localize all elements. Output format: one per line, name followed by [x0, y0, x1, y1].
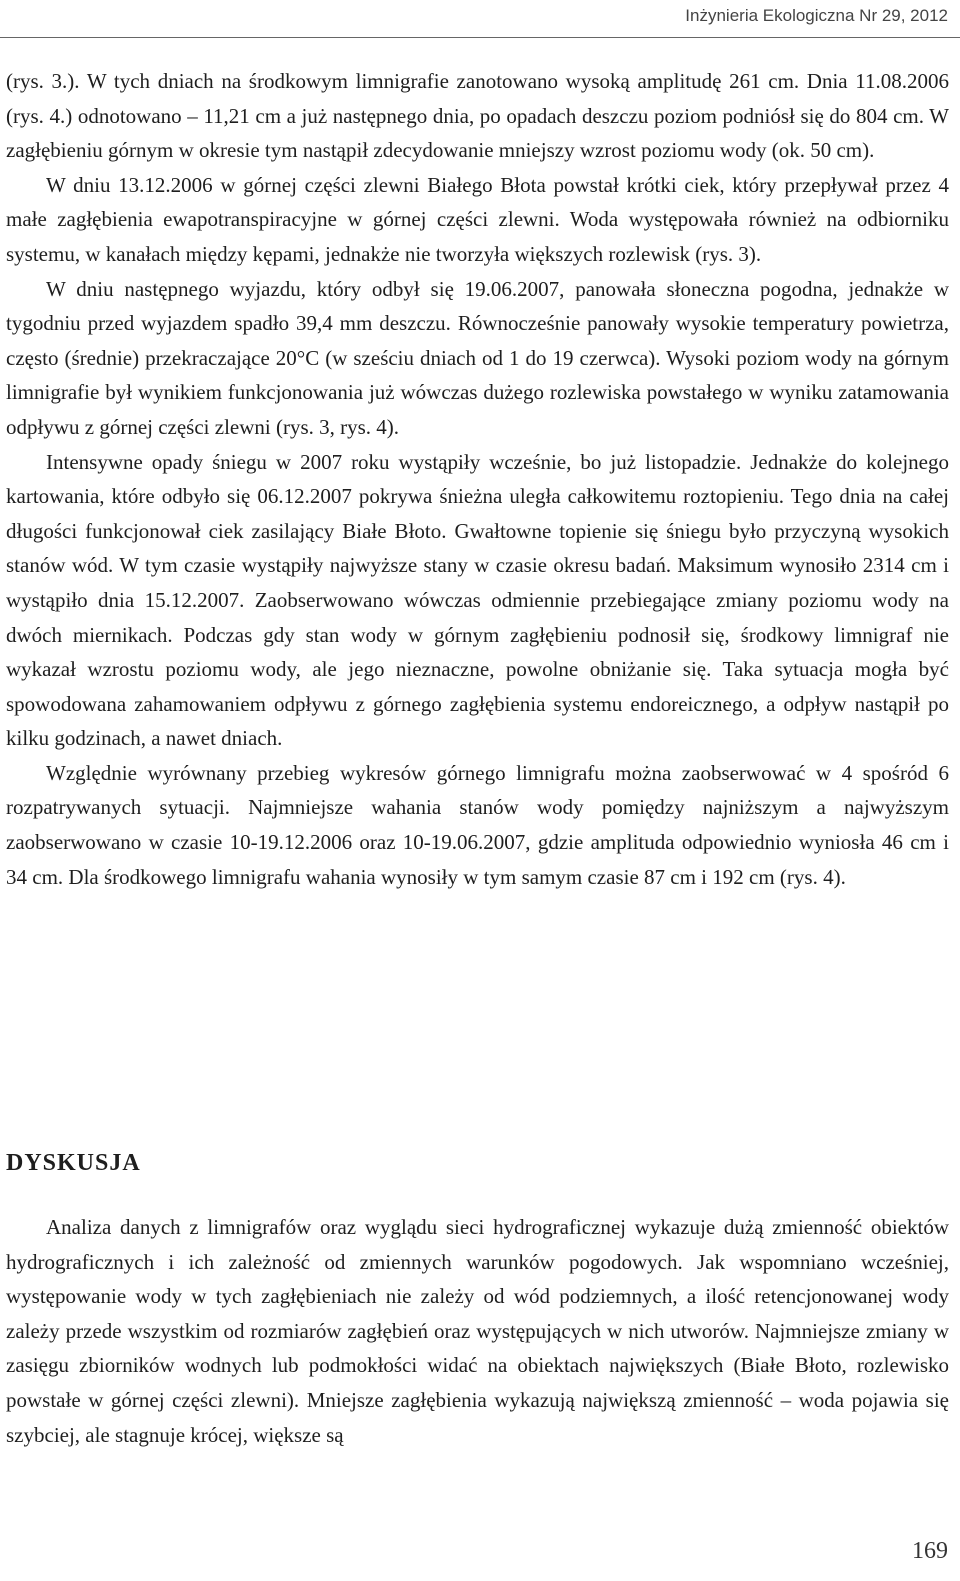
results-text: [6, 64, 949, 894]
discussion-text: [6, 1210, 949, 1452]
paragraph: W dniu 13.12.2006 w górnej części zlewni Białego Błota powstał krótki ciek, który przepływał przez 4 małe zagłębienia ewapotranspiracyjne w górnej części zlewni. Woda występowała również na odbiorniku systemu, w kanałach między kępami, jednakże nie tworzyła większych rozlewisk (rys. 3).: [6, 172, 949, 266]
paragraph: W dniu następnego wyjazdu, który odbył się 19.06.2007, panowała słoneczna pogodna, jednakże w tygodniu przed wyjazdem spadło 39,4 mm deszczu. Równocześnie panowały wysokie temperatury powietrza, często (średnie) przekraczające 20°C (w sześciu dniach od 1 do 19 czerwca). Wysoki poziom wody na górnym limnigrafie był wynikiem funkcjonowania już wówczas dużego rozlewiska powstałego w wyniku zatamowania odpływu z górnej części zlewni (rys. 3, rys. 4).: [6, 276, 949, 439]
paragraph: (rys. 3.). W tych dniach na środkowym limnigrafie zanotowano wysoką amplitudę 261 cm. Dnia 11.08.2006 (rys. 4.) odnotowano – 11,21 cm a już następnego dnia, po opadach deszczu poziom podniósł się do 804 cm. W zagłębieniu górnym w okresie tym nastąpił zdecydowanie mniejszy wzrost poziomu wody (ok. 50 cm).: [6, 69, 949, 163]
section-heading: DYSKUSJA: [6, 1150, 141, 1176]
paragraph: Względnie wyrównany przebieg wykresów górnego limnigrafu można zaobserwować w 4 spośród 6 rozpatrywanych sytuacji. Najmniejsze wahania stanów wody pomiędzy najniższym a najwyższym zaobserwowano w czasie 10-19.12.2006 oraz 10-19.06.2007, gdzie amplituda odpowiednio wyniosła 46 cm i 34 cm. Dla środkowego limnigrafu wahania wynosiły w tym samym czasie 87 cm i 192 cm (rys. 4).: [6, 760, 949, 889]
paragraph: Analiza danych z limnigrafów oraz wyglądu sieci hydrograficznej wykazuje dużą zmienność obiektów hydrograficznych i ich zależność od zmiennych warunków pogodowych. Jak wspomniano wcześniej, występowanie wody w tych zagłębieniach nie zależy od wód podziemnych, a ilość retencjonowanej wody zależy przede wszystkim od rozmiarów zagłębień oraz występujących w nich utworów. Najmniejsze zmiany w zasięgu zbiorników wodnych lub podmokłości widać na obiektach największych (Białe Błoto, rozlewisko powstałe w górnej części zlewni). Mniejsze zagłębienia wykazują największą zmienność – woda pojawia się szybciej, ale stagnuje krócej, większe są: [6, 1215, 949, 1447]
page-number: 169: [912, 1538, 948, 1564]
running-header: Inżynieria Ekologiczna Nr 29, 2012: [685, 6, 948, 25]
paragraph: Intensywne opady śniegu w 2007 roku wystąpiły wcześnie, bo już listopadzie. Jednakże do kolejnego kartowania, które odbyło się 06.12.2007 pokrywa śnieżna uległa całkowitemu roztopieniu. Tego dnia na całej długości funkcjonował ciek zasilający Białe Błoto. Gwałtowne topienie się śniegu było przyczyną wysokich stanów wód. W tym czasie wystąpiły najwyższe stany w czasie okresu badań. Maksimum wynosiło 2314 cm i wystąpiło dnia 15.12.2007. Zaobserwowano wówczas odmiennie przebiegające zmiany poziomu wody na dwóch miernikach. Podczas gdy stan wody w górnym zagłębieniu podnosił się, środkowy limnigraf nie wykazał wzrostu poziomu wody, ale jego nieznaczne, powolne obniżanie się. Taka sytuacja mogła być spowodowana zahamowaniem odpływu z górnego zagłębienia systemu endoreicznego, a odpływ nastąpił po kilku godzinach, a nawet dniach.: [6, 449, 949, 751]
header-rule: [0, 37, 960, 38]
